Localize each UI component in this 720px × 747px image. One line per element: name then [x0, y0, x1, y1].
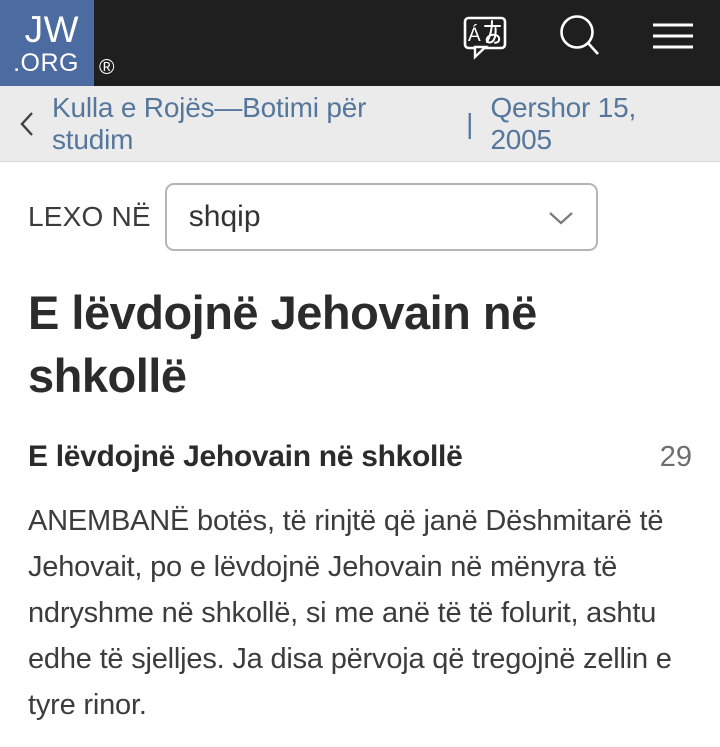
- article-caption: E lëvdojnë Jehovain në shkollë: [28, 440, 463, 473]
- article-paragraph: ANEMBANË botës, të rinjtë që janë Dëshmitarë të Jehovait, po e lëvdojnë Jehovain në mënyra të ndryshme në shkollë, si me anë të të folurit, ashtu edhe të sjelljes. Ja disa përvoja që tregojnë zellin e tyre rinor.: [28, 505, 672, 721]
- back-button[interactable]: [18, 110, 35, 138]
- search-icon: [558, 14, 602, 58]
- language-icon: [462, 12, 508, 60]
- logo-text-org: .ORG: [13, 48, 79, 77]
- registered-trademark: ®: [99, 56, 115, 79]
- language-button[interactable]: [462, 12, 508, 60]
- search-button[interactable]: [558, 14, 602, 58]
- article-caption-row: [28, 440, 692, 474]
- language-dropdown-value: shqip: [188, 200, 261, 233]
- jw-logo[interactable]: [0, 0, 94, 86]
- logo-text-jw: JW: [24, 8, 79, 50]
- language-icon-latin-char: Á: [468, 25, 481, 46]
- menu-icon: [652, 23, 694, 49]
- back-chevron-icon: [18, 110, 35, 138]
- menu-button[interactable]: [652, 23, 694, 49]
- page-title: E lëvdojnë Jehovain në shkollë: [28, 286, 537, 402]
- language-dropdown[interactable]: [165, 183, 598, 251]
- page-number: 29: [659, 441, 692, 473]
- site-header: [0, 0, 720, 86]
- read-in-label: LEXO NË: [28, 201, 151, 232]
- breadcrumb-issue-date-link[interactable]: Qershor 15, 2005: [490, 91, 637, 155]
- language-selector-row: [28, 183, 692, 251]
- article-content: [0, 183, 720, 728]
- header-icons: [462, 0, 720, 79]
- breadcrumb: [0, 86, 720, 162]
- breadcrumb-separator: |: [466, 107, 474, 139]
- breadcrumb-publication-link[interactable]: Kulla e Rojës—Botimi për studim: [52, 91, 367, 155]
- chevron-down-icon: [548, 211, 574, 225]
